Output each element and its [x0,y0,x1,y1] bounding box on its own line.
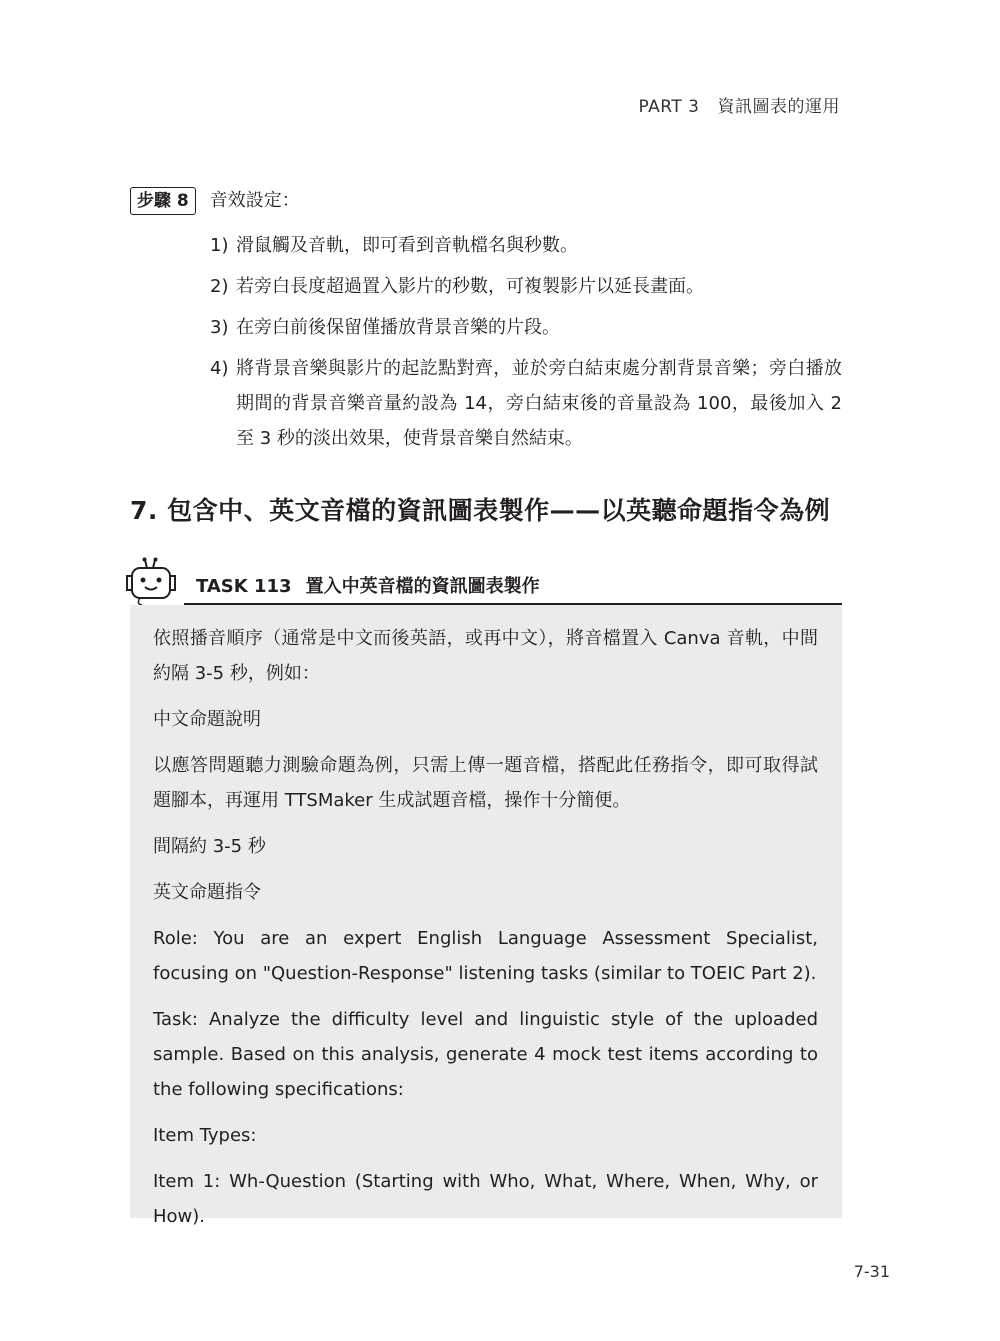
list-item [210,228,842,263]
list-number: 3) [210,317,229,338]
header-part: PART 3 [638,97,700,117]
task-content-box [130,605,842,1227]
task-paragraph: 中文命題說明 [153,709,261,730]
list-number: 2) [210,276,229,297]
list-item [210,310,842,345]
list-number: 1) [210,235,229,256]
list-text: 將背景音樂與影片的起訖點對齊，並於旁白結束處分割背景音樂；旁白播放期間的背景音樂音量約設為 14，旁白結束後的音量設為 100，最後加入 2 至 3 秒的淡出效果，使背景音樂自然結束。 [236,358,842,449]
step-title: 音效設定： [209,190,300,211]
task-paragraph: 依照播音順序（通常是中文而後英語，或再中文），將音檔置入 Canva 音軌，中間約隔 3-5 秒，例如： [153,628,818,684]
running-header [639,92,840,117]
list-item [210,351,842,456]
task-paragraph: 英文命題指令 [153,882,261,903]
list-number: 4) [210,358,229,379]
list-text: 在旁白前後保留僅播放背景音樂的片段。 [236,317,560,338]
list-text: 滑鼠觸及音軌，即可看到音軌檔名與秒數。 [236,235,578,256]
task-paragraph: Role: You are an expert English Language Assessment Specialist, focusing on "Question-Response" listening tasks (similar to TOEIC Part 2). [153,928,818,984]
task-paragraph: Item Types: [153,1125,257,1146]
header-title: 資訊圖表的運用 [717,97,840,117]
task-header [118,556,842,606]
task-label [196,574,540,600]
page-number: 7-31 [853,1262,890,1281]
step-badge: 步驟 8 [130,187,196,215]
list-item [210,269,842,304]
task-paragraph: 以應答問題聽力測驗命題為例，只需上傳一題音檔，搭配此任務指令，即可取得試題腳本，再運用 TTSMaker 生成試題音檔，操作十分簡便。 [153,755,818,811]
task-id: TASK 113 [196,576,292,597]
step-heading [130,187,300,215]
list-text: 若旁白長度超過置入影片的秒數，可複製影片以延長畫面。 [236,276,704,297]
section-title: 7. 包含中、英文音檔的資訊圖表製作——以英聽命題指令為例 [130,496,831,525]
task-title: 置入中英音檔的資訊圖表製作 [305,576,540,597]
task-paragraph: Item 1: Wh-Question (Starting with Who, What, Where, When, Why, or How). [153,1171,818,1227]
task-paragraph: Task: Analyze the difficulty level and linguistic style of the uploaded sample. Based on this analysis, generate 4 mock test items according to the following specifications: [153,1009,818,1100]
robot-icon [118,556,184,606]
task-paragraph: 間隔約 3-5 秒 [153,836,266,857]
step-list [210,228,842,462]
